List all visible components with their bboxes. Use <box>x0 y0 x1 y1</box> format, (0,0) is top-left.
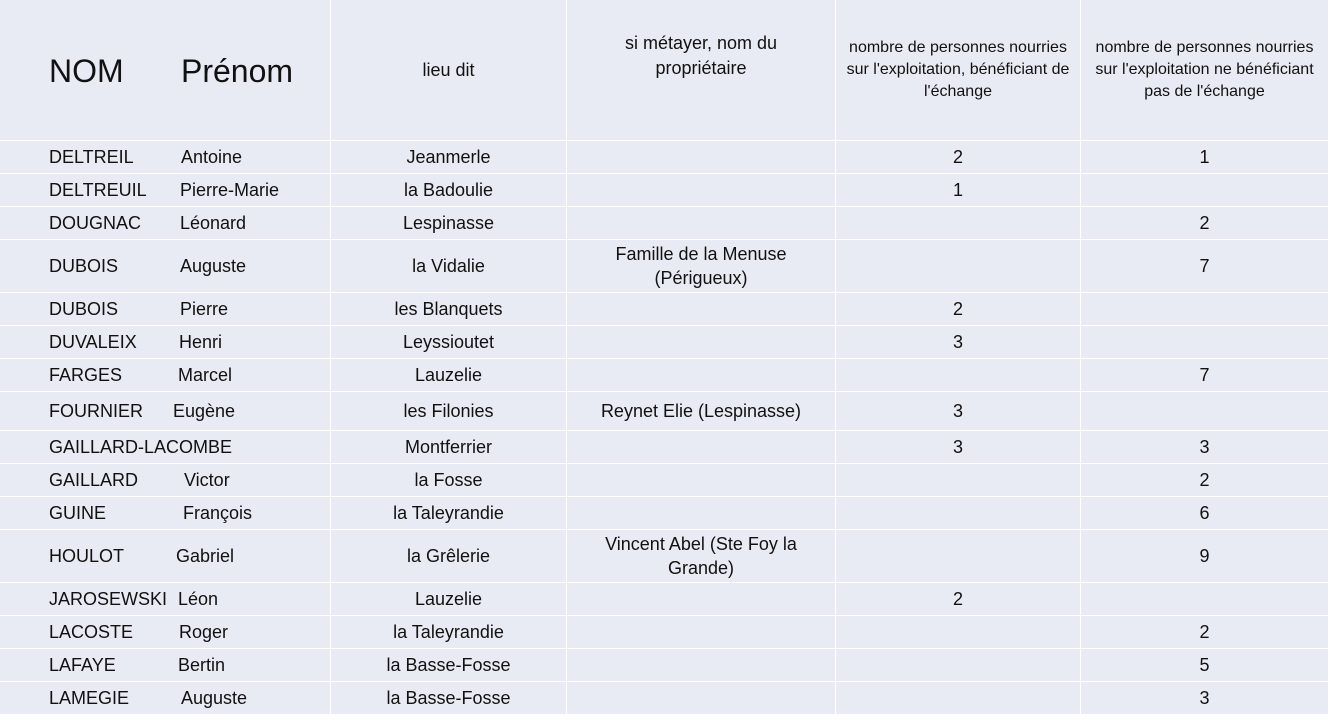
cell-non-beneficiant <box>1081 392 1329 431</box>
cell-beneficiant <box>836 359 1081 392</box>
header-metayer-label: si métayer, nom du propriétaire <box>624 33 778 78</box>
table-row <box>0 682 1329 715</box>
cell-lieu-dit: la Basse-Fosse <box>331 649 567 682</box>
cell-proprietaire <box>567 326 836 359</box>
header-metayer <box>567 0 836 141</box>
cell-prenom: François <box>183 503 253 523</box>
cell-nom-prenom <box>0 464 331 497</box>
cell-prenom: Marcel <box>178 365 233 385</box>
cell-beneficiant <box>836 530 1081 583</box>
table-row <box>0 649 1329 682</box>
cell-non-beneficiant <box>1081 293 1329 326</box>
cell-prenom: Victor <box>184 470 230 490</box>
cell-nom-prenom <box>0 207 331 240</box>
cell-nom-prenom <box>0 174 331 207</box>
cell-nom: GAILLARD-LACOMBE <box>49 437 233 457</box>
cell-prenom: Auguste <box>181 688 248 708</box>
cell-lieu-dit: la Fosse <box>331 464 567 497</box>
cell-lieu-dit: Jeanmerle <box>331 141 567 174</box>
cell-proprietaire <box>567 359 836 392</box>
cell-non-beneficiant: 6 <box>1081 497 1329 530</box>
cell-nom: JAROSEWSKI <box>49 589 168 609</box>
cell-prenom: Henri <box>179 332 223 352</box>
header-nom: NOM <box>49 53 124 89</box>
cell-proprietaire <box>567 293 836 326</box>
cell-nom: HOULOT <box>49 546 125 566</box>
cell-proprietaire <box>567 464 836 497</box>
cell-lieu-dit: Lauzelie <box>331 583 567 616</box>
cell-lieu-dit: la Taleyrandie <box>331 616 567 649</box>
cell-beneficiant <box>836 240 1081 293</box>
cell-nom: DUBOIS <box>49 256 119 276</box>
table-row <box>0 293 1329 326</box>
cell-non-beneficiant: 9 <box>1081 530 1329 583</box>
cell-prenom: Antoine <box>181 147 243 167</box>
cell-lieu-dit: les Filonies <box>331 392 567 431</box>
cell-lieu-dit: la Badoulie <box>331 174 567 207</box>
header-nom-prenom <box>0 0 331 141</box>
cell-nom-prenom <box>0 392 331 431</box>
cell-beneficiant: 1 <box>836 174 1081 207</box>
cell-nom-prenom <box>0 682 331 715</box>
cell-proprietaire: Famille de la Menuse (Périgueux) <box>567 240 836 293</box>
cell-non-beneficiant: 3 <box>1081 682 1329 715</box>
cell-beneficiant <box>836 616 1081 649</box>
cell-proprietaire <box>567 141 836 174</box>
cell-nom-prenom <box>0 583 331 616</box>
table-row <box>0 174 1329 207</box>
cell-lieu-dit: Leyssioutet <box>331 326 567 359</box>
cell-beneficiant: 2 <box>836 141 1081 174</box>
table-row <box>0 431 1329 464</box>
cell-lieu-dit: les Blanquets <box>331 293 567 326</box>
cell-non-beneficiant: 7 <box>1081 240 1329 293</box>
cell-prenom: Auguste <box>180 256 247 276</box>
header-row <box>0 0 1329 141</box>
cell-beneficiant <box>836 649 1081 682</box>
cell-non-beneficiant <box>1081 326 1329 359</box>
cell-nom-prenom <box>0 497 331 530</box>
cell-nom-prenom <box>0 530 331 583</box>
cell-beneficiant <box>836 464 1081 497</box>
table-row <box>0 616 1329 649</box>
cell-proprietaire <box>567 431 836 464</box>
cell-lieu-dit: Lespinasse <box>331 207 567 240</box>
cell-nom: GAILLARD <box>49 470 139 490</box>
cell-beneficiant <box>836 207 1081 240</box>
cell-non-beneficiant: 3 <box>1081 431 1329 464</box>
cell-prenom: Gabriel <box>176 546 235 566</box>
cell-nom-prenom <box>0 649 331 682</box>
cell-nom: FARGES <box>49 365 123 385</box>
cell-proprietaire <box>567 207 836 240</box>
cell-nom: GUINE <box>49 503 107 523</box>
table-row <box>0 583 1329 616</box>
cell-prenom: Roger <box>179 622 229 642</box>
cell-proprietaire <box>567 682 836 715</box>
cell-nom: DELTREUIL <box>49 180 147 200</box>
cell-beneficiant: 3 <box>836 326 1081 359</box>
cell-nom-prenom <box>0 616 331 649</box>
table-row <box>0 141 1329 174</box>
cell-beneficiant: 3 <box>836 392 1081 431</box>
cell-proprietaire <box>567 174 836 207</box>
cell-beneficiant <box>836 682 1081 715</box>
cell-beneficiant: 2 <box>836 583 1081 616</box>
table-body <box>0 141 1329 715</box>
cell-non-beneficiant: 2 <box>1081 207 1329 240</box>
cell-prenom: Pierre-Marie <box>180 180 280 200</box>
cell-nom: FOURNIER <box>49 401 143 421</box>
cell-prenom: Eugène <box>173 401 236 421</box>
table-row <box>0 240 1329 293</box>
cell-non-beneficiant: 1 <box>1081 141 1329 174</box>
cell-nom: DOUGNAC <box>49 213 142 233</box>
table-row <box>0 497 1329 530</box>
cell-nom-prenom <box>0 141 331 174</box>
cell-proprietaire: Reynet Elie (Lespinasse) <box>567 392 836 431</box>
cell-non-beneficiant: 7 <box>1081 359 1329 392</box>
table-row <box>0 530 1329 583</box>
table-row <box>0 207 1329 240</box>
cell-non-beneficiant <box>1081 583 1329 616</box>
cell-lieu-dit: la Taleyrandie <box>331 497 567 530</box>
cell-lieu-dit: la Basse-Fosse <box>331 682 567 715</box>
table-row <box>0 392 1329 431</box>
table-row <box>0 359 1329 392</box>
cell-prenom: Léon <box>178 589 219 609</box>
cell-prenom: Léonard <box>180 213 247 233</box>
cell-non-beneficiant: 2 <box>1081 616 1329 649</box>
cell-proprietaire: Vincent Abel (Ste Foy la Grande) <box>567 530 836 583</box>
cell-nom: DUBOIS <box>49 299 119 319</box>
cell-nom-prenom <box>0 431 331 464</box>
cell-beneficiant <box>836 497 1081 530</box>
table-row <box>0 326 1329 359</box>
cell-nom: DUVALEIX <box>49 332 137 352</box>
cell-lieu-dit: Montferrier <box>331 431 567 464</box>
cell-proprietaire <box>567 616 836 649</box>
cell-lieu-dit: Lauzelie <box>331 359 567 392</box>
cell-nom-prenom <box>0 293 331 326</box>
table-row <box>0 464 1329 497</box>
cell-beneficiant: 2 <box>836 293 1081 326</box>
cell-non-beneficiant <box>1081 174 1329 207</box>
cell-nom: DELTREIL <box>49 147 134 167</box>
cell-non-beneficiant: 5 <box>1081 649 1329 682</box>
cell-beneficiant: 3 <box>836 431 1081 464</box>
cell-nom-prenom <box>0 359 331 392</box>
header-beneficiant: nombre de personnes nourries sur l'exploitation, bénéficiant de l'échange <box>836 0 1081 141</box>
cell-lieu-dit: la Vidalie <box>331 240 567 293</box>
cell-lieu-dit: la Grêlerie <box>331 530 567 583</box>
cell-nom: LACOSTE <box>49 622 134 642</box>
cell-prenom: Pierre <box>180 299 229 319</box>
cell-nom-prenom <box>0 240 331 293</box>
header-prenom: Prénom <box>181 53 294 89</box>
cell-nom: LAMEGIE <box>49 688 130 708</box>
cell-proprietaire <box>567 649 836 682</box>
cell-nom: LAFAYE <box>49 655 116 675</box>
header-lieu-dit: lieu dit <box>331 0 567 141</box>
cell-non-beneficiant: 2 <box>1081 464 1329 497</box>
cell-proprietaire <box>567 583 836 616</box>
cell-prenom: Bertin <box>178 655 226 675</box>
header-non-beneficiant: nombre de personnes nourries sur l'exploitation ne bénéficiant pas de l'échange <box>1081 0 1329 141</box>
cell-proprietaire <box>567 497 836 530</box>
cell-nom-prenom <box>0 326 331 359</box>
